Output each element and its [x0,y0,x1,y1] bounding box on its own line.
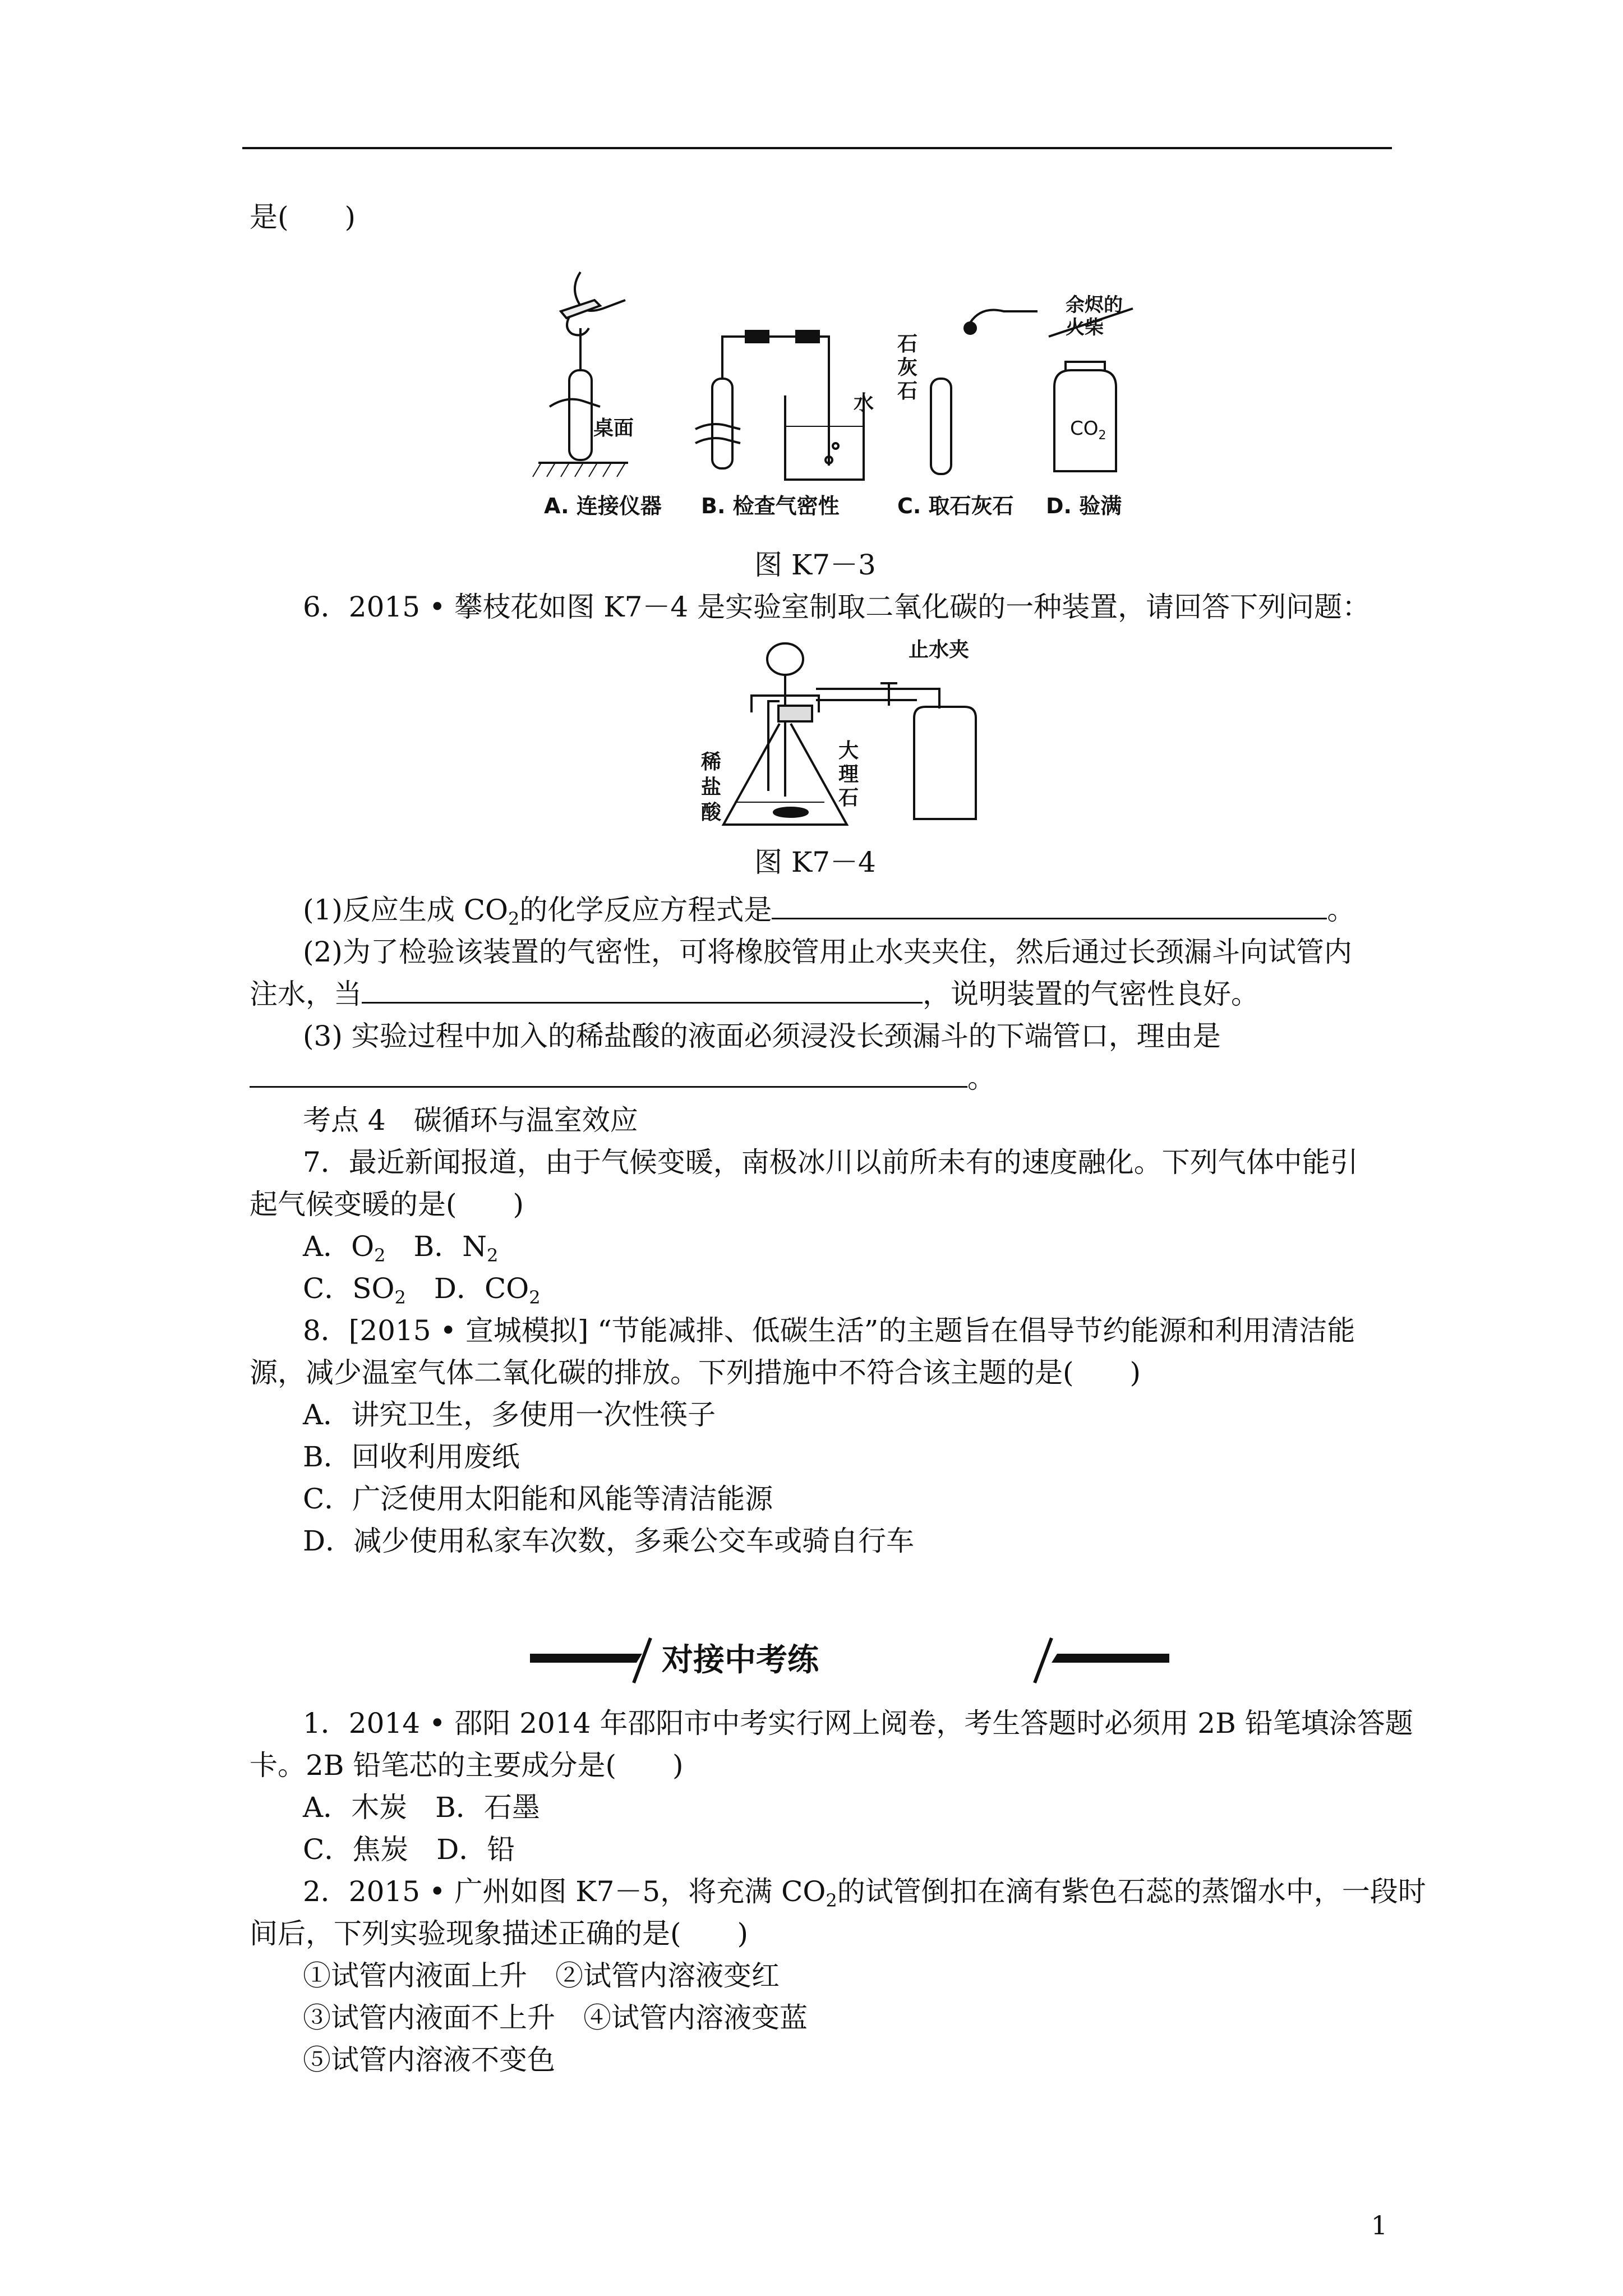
q6-sub1: (1)反应生成 $CO_2$的化学反应方程式是 。 [303,892,1355,928]
header-rule [242,147,1392,149]
figure-k7-3 [527,250,1155,530]
figure-k7-4-caption: 图 K7－4 [754,846,876,878]
caption-part-d: D. 验满 [1046,494,1122,518]
q7-option-d[interactable]: D．$CO_2$ [434,1272,541,1308]
label-limestone-1: 石 [897,333,918,356]
prev-question-tail: 是( ) [250,201,356,233]
q8-line2: 源，减少温室气体二氧化碳的排放。下列措施中不符合该主题的是( ) [250,1356,1141,1389]
practice2-line2: 间后，下列实验现象描述正确的是( ) [250,1917,749,1950]
practice1-options-row1[interactable]: A．木炭 B．石墨 [303,1791,540,1824]
q7-options-row2 [303,1271,541,1306]
figure-c-take-limestone [931,310,1038,475]
banner-title: 对接中考练 [662,1642,819,1678]
figure-k7-4 [701,634,1004,836]
q6-sub3-blank[interactable] [250,1060,967,1088]
q8-option-d[interactable]: D．减少使用私家车次数，多乘公交车或骑自行车 [303,1525,915,1557]
section-banner [530,1627,1169,1694]
label-clamp: 止水夹 [909,638,970,661]
label-ember-match-1: 余烬的 [1066,294,1123,316]
q7-option-a[interactable]: A．$O_2$ [303,1230,386,1266]
label-limestone-2: 灰 [897,356,918,379]
label-acid-2: 盐 [701,776,722,799]
q6-sub2-line1: (2)为了检验该装置的气密性，可将橡胶管用止水夹夹住，然后通过长颈漏斗向试管内 [303,936,1352,968]
q6-sub1-blank[interactable] [772,892,1327,919]
caption-part-b: B. 检查气密性 [701,494,840,518]
practice1-line1: 1．2014 • 邵阳 2014 年邵阳市中考实行网上阅卷，考生答题时必须用 2B 铅笔填涂答题 [303,1707,1413,1740]
q8-option-b[interactable]: B．回收利用废纸 [303,1441,520,1473]
label-co2: $CO_2$ [1070,417,1106,443]
label-acid-1: 稀 [701,751,722,774]
page-number: 1 [1371,2210,1387,2240]
q8-line1: 8．[2015 • 宣城模拟] “节能减排、低碳生活”的主题旨在倡导节约能源和利用清洁能 [303,1314,1355,1347]
label-marble-1: 大 [838,739,859,762]
figure-b-airtightness [695,331,864,480]
label-limestone-3: 石 [897,380,918,403]
q6-sub3-line2: 。 [250,1060,995,1096]
practice1-line2: 卡。2B 铅笔芯的主要成分是( ) [250,1749,684,1782]
q6-sub3-line1: (3) 实验过程中加入的稀盐酸的液面必须浸没长颈漏斗的下端管口，理由是 [303,1020,1221,1052]
q6-sub2-blank[interactable] [362,976,923,1004]
caption-part-a: A. 连接仪器 [544,494,662,518]
practice2-choices-row3[interactable]: ⑤试管内溶液不变色 [303,2044,555,2076]
figure-k7-3-caption: 图 K7－3 [754,549,876,581]
q6-stem: 6．2015 • 攀枝花如图 K7－4 是实验室制取二氧化碳的一种装置，请回答下列问题： [303,591,1371,623]
q7-option-c[interactable]: C．$SO_2$ [303,1272,406,1308]
label-ember-match-2: 火柴 [1066,316,1104,339]
practice2-choices-row1[interactable]: ①试管内液面上升 ②试管内溶液变红 [303,1959,780,1992]
practice2-choices-row2[interactable]: ③试管内液面不上升 ④试管内溶液变蓝 [303,2001,808,2034]
label-acid-3: 酸 [701,801,722,824]
q8-option-a[interactable]: A．讲究卫生，多使用一次性筷子 [303,1398,716,1431]
q7-line2: 起气候变暖的是( ) [250,1188,524,1221]
q8-option-c[interactable]: C．广泛使用太阳能和风能等清洁能源 [303,1483,773,1515]
q7-option-b[interactable]: B．$N_2$ [413,1230,499,1266]
q7-line1: 7．最近新闻报道，由于气候变暖，南极冰川以前所未有的速度融化。下列气体中能引 [303,1146,1358,1179]
q7-options-row1 [303,1228,498,1264]
section-4-title: 考点 4 碳循环与温室效应 [303,1104,638,1137]
label-water: 水 [854,392,874,415]
practice1-options-row2[interactable]: C．焦炭 D．铅 [303,1833,515,1866]
caption-part-c: C. 取石灰石 [897,494,1014,518]
practice2-line1: 2．2015 • 广州如图 K7－5，将充满 $CO_2$的试管倒扣在滴有紫色石蕊的蒸馏水中，一段时 [303,1875,1426,1911]
figure-a-connect-apparatus [533,272,628,477]
label-desk: 桌面 [593,417,634,440]
label-marble-3: 石 [838,786,859,809]
label-marble-2: 理 [838,763,859,786]
q6-sub2-line2: 注水，当 ，说明装置的气密性良好。 [250,976,1259,1012]
